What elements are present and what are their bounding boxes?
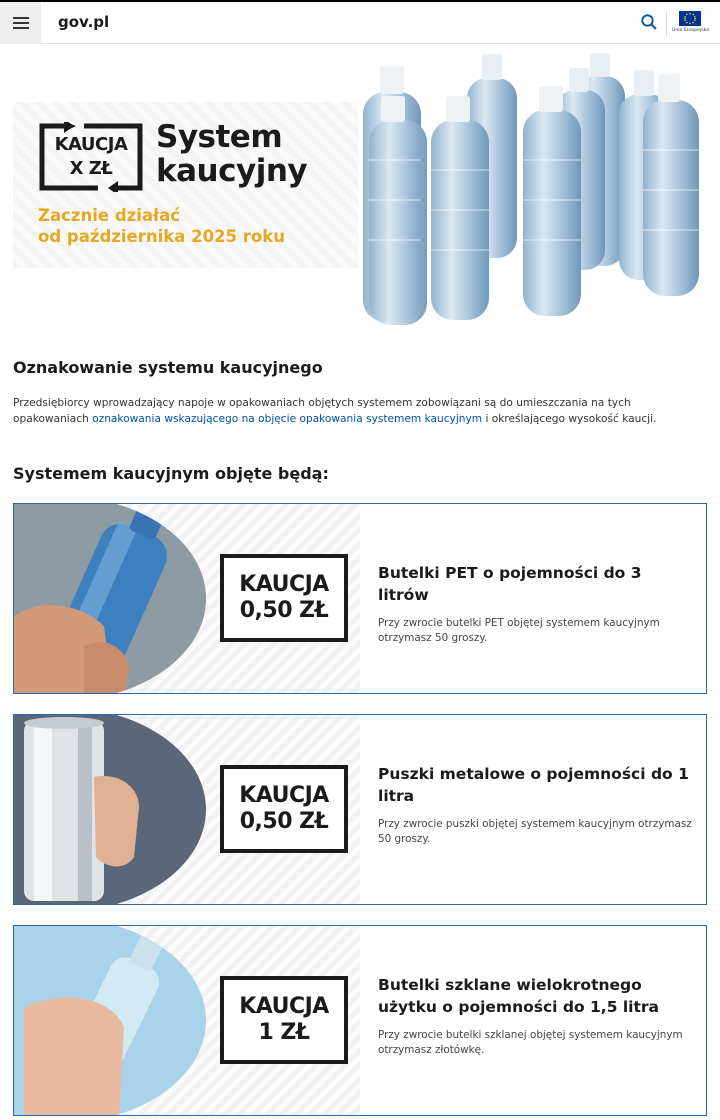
deposit-badge-line1: KAUCJA (239, 783, 329, 808)
card-title: Butelki PET o pojemności do 3 litrów (378, 564, 642, 604)
search-button[interactable] (640, 13, 660, 33)
hero-banner (13, 50, 707, 330)
deposit-badge (220, 554, 348, 642)
hero-deposit-badge (38, 122, 144, 192)
card-image (14, 926, 360, 1115)
card-description: Przy zwrocie butelki szklanej objętej systemem kaucyjnym otrzymasz złotówkę. (378, 1029, 683, 1056)
site-logo[interactable]: gov.pl (58, 13, 110, 31)
deposit-badge-amount: 0,50 ZŁ (239, 598, 329, 623)
hero-subtitle-line1: Zacznie działać (38, 206, 181, 225)
deposit-badge-amount: 1 ZŁ (258, 1020, 310, 1045)
card-description: Przy zwrocie butelki PET objętej systemem kaucyjnym otrzymasz 50 groszy. (378, 617, 660, 644)
labeling-paragraph (13, 395, 703, 427)
labeling-link[interactable]: oznakowania wskazującego na objęcie opakowania systemem kaucyjnym (92, 413, 483, 425)
card-title: Butelki szklane wielokrotnego użytku o pojemności do 1,5 litra (378, 976, 660, 1016)
card-image (14, 504, 360, 693)
hamburger-icon (13, 17, 29, 29)
card-title: Puszki metalowe o pojemności do 1 litra (378, 765, 689, 805)
deposit-badge (220, 765, 348, 853)
water-bottles-image (347, 50, 707, 330)
recycle-arrows-icon (38, 122, 144, 192)
deposit-badge-line1: KAUCJA (239, 994, 329, 1019)
pet-bottle-image (13, 503, 206, 694)
metal-can-photo (13, 714, 206, 905)
hero-subtitle (38, 205, 285, 247)
hero-title-line2: kaucyjny (156, 153, 308, 189)
eu-flag-icon (672, 11, 708, 28)
eu-logo[interactable] (672, 11, 708, 37)
covered-heading: Systemem kaucyjnym objęte będą: (13, 464, 329, 483)
glass-bottle-image (13, 925, 206, 1116)
card-pet-bottle[interactable] (13, 503, 707, 694)
top-bar (0, 0, 720, 44)
card-description: Przy zwrocie puszki objętej systemem kaucyjnym otrzymasz 50 groszy. (378, 818, 692, 845)
hero-badge-line1: KAUCJA (54, 134, 128, 155)
card-text (378, 974, 694, 1058)
labeling-text-before: Przedsiębiorcy wprowadzający napoje w opakowaniach objętych systemem zobowiązani są do umieszczania na tych opakowaniach (13, 397, 631, 425)
hero-badge-line2: X ZŁ (69, 158, 113, 179)
metal-can-image (13, 714, 206, 905)
deposit-badge-line1: KAUCJA (239, 572, 329, 597)
deposit-badge (220, 976, 348, 1064)
card-glass-bottle[interactable] (13, 925, 707, 1116)
hero-title-line1: System (156, 119, 283, 155)
pet-bottle-photo (13, 503, 206, 694)
hero-subtitle-line2: od października 2025 roku (38, 227, 285, 246)
glass-bottle-photo (13, 925, 206, 1116)
deposit-badge-amount: 0,50 ZŁ (239, 809, 329, 834)
card-image (14, 715, 360, 904)
labeling-text-after: i określającego wysokość kaucji. (482, 413, 657, 425)
menu-button[interactable] (0, 2, 41, 44)
labeling-heading: Oznakowanie systemu kaucyjnego (13, 358, 323, 377)
search-icon (640, 13, 658, 31)
hero-title (156, 120, 307, 188)
eu-label: Unia Europejska (672, 28, 710, 33)
header-divider (666, 12, 667, 36)
card-metal-can[interactable] (13, 714, 707, 905)
card-text (378, 763, 694, 847)
card-text (378, 562, 694, 646)
